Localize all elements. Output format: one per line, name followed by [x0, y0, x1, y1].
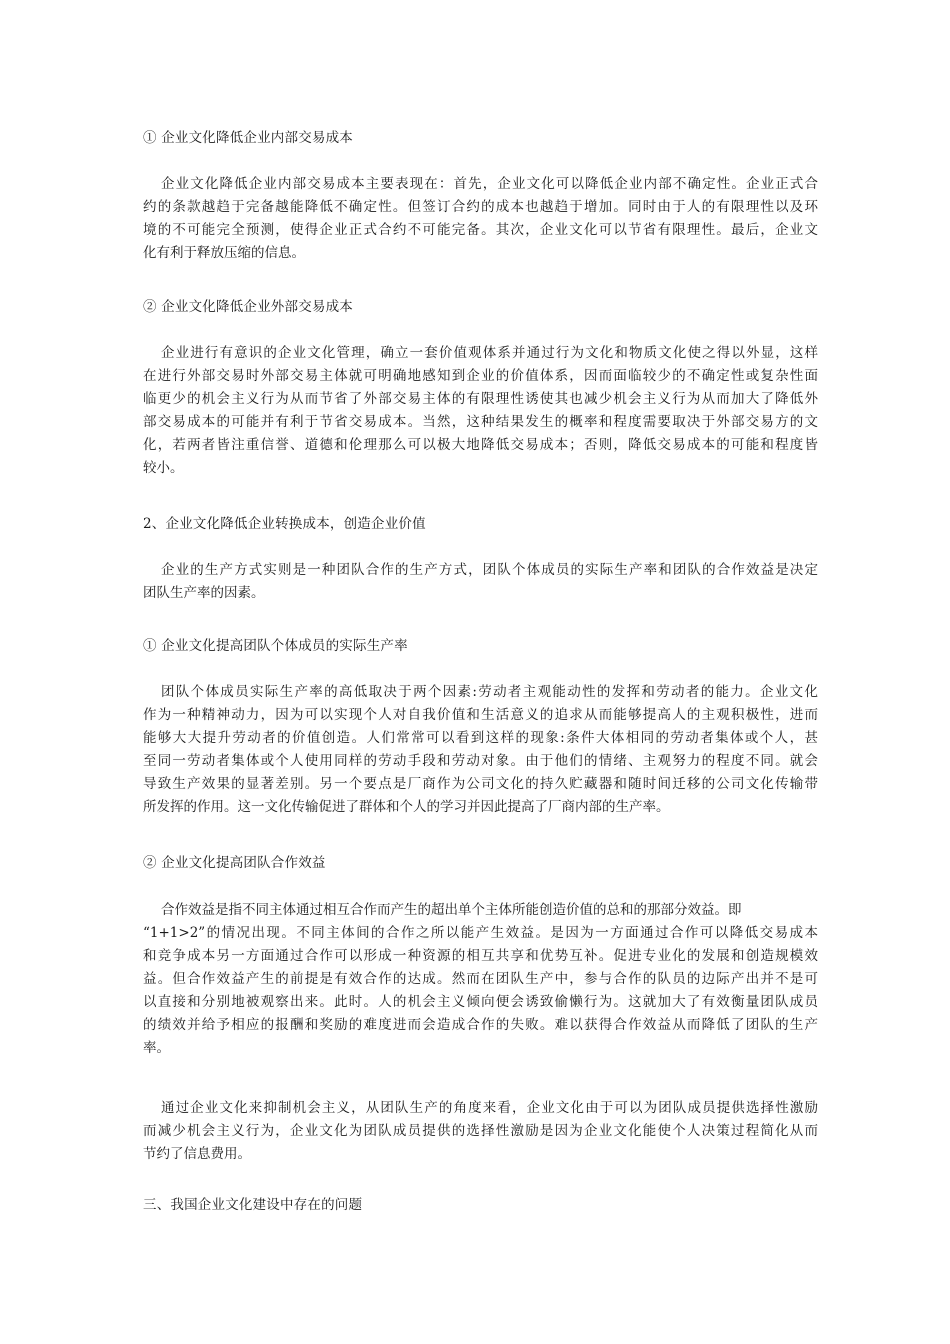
text-line: 节约了信息费用。 [143, 1146, 251, 1162]
text-line: 益。但合作效益产生的前提是有效合作的达成。然而在团队生产中，参与合作的队员的边际产出并不是可 [143, 971, 818, 987]
text-line: 企业进行有意识的企业文化管理，确立一套价值观体系并通过行为文化和物质文化使之得以外显，这样 [161, 345, 818, 361]
text-line: 和竞争成本另一方面通过合作可以形成一种资源的相互共享和优势互补。促进专业化的发展和创造规模效 [143, 948, 818, 964]
section-heading-external-cost: ② 企业文化降低企业外部交易成本 [143, 299, 353, 315]
text-line: 部交易成本的可能并有利于节省交易成本。当然，这种结果发生的概率和程度需要取决于外部交易方的文 [143, 414, 818, 430]
text-line: 至同一劳动者集体或个人使用同样的劳动手段和劳动对象。由于他们的情绪、主观努力的程度不同。就会 [143, 753, 818, 769]
text-line: 合作效益是指不同主体通过相互合作而产生的超出单个主体所能创造价值的总和的那部分效益。即 [161, 902, 742, 918]
text-line: 导致生产效果的显著差别。另一个要点是厂商作为公司文化的持久贮藏器和随时间迁移的公司文化传输带 [143, 776, 818, 792]
text-line: 团队生产率的因素。 [143, 585, 265, 601]
paragraph-opportunism [143, 1097, 818, 1166]
text-line: 化，若两者皆注重信誉、道德和伦理那么可以极大地降低交易成本；否则，降低交易成本的可能和程度皆 [143, 437, 818, 453]
text-line: 作为一种精神动力，因为可以实现个人对自我价值和生活意义的追求从而能够提高人的主观积极性，进而 [143, 707, 818, 723]
paragraph-individual-productivity [143, 681, 818, 819]
text-line: 能够大大提升劳动者的价值创造。人们常常可以看到这样的现象:条件大体相同的劳动者集体或个人，甚 [143, 730, 818, 746]
section-heading-problems: 三、我国企业文化建设中存在的问题 [143, 1197, 363, 1213]
text-line: 而减少机会主义行为，企业文化为团队成员提供的选择性激励是因为企业文化能使个人决策过程简化从而 [143, 1123, 818, 1139]
paragraph-team-production [143, 559, 818, 605]
text-line: “1+1>2”的情况出现。不同主体间的合作之所以能产生效益。是因为一方面通过合作可以降低交易成本 [143, 925, 818, 941]
paragraph-external-cost [143, 342, 818, 480]
paragraph-cooperation-benefit [143, 899, 818, 1060]
text-line: 境的不可能完全预测，使得企业正式合约不可能完备。其次，企业文化可以节省有限理性。最后，企业文 [143, 222, 818, 238]
text-line: 所发挥的作用。这一文化传输促进了群体和个人的学习并因此提高了厂商内部的生产率。 [143, 799, 670, 815]
paragraph-internal-cost [143, 173, 818, 265]
text-line: 企业的生产方式实则是一种团队合作的生产方式，团队个体成员的实际生产率和团队的合作效益是决定 [161, 562, 818, 578]
text-line: 的绩效并给予相应的报酬和奖励的难度进而会造成合作的失败。难以获得合作效益从而降低了团队的生产 [143, 1017, 818, 1033]
text-line: 在进行外部交易时外部交易主体就可明确地感知到企业的价值体系，因而面临较少的不确定性或复杂性面 [143, 368, 818, 384]
text-line: 率。 [143, 1040, 170, 1056]
text-line: 以直接和分别地被观察出来。此时。人的机会主义倾向便会诱致偷懒行为。这就加大了有效衡量团队成员 [143, 994, 818, 1010]
text-line: 化有利于释放压缩的信息。 [143, 245, 305, 261]
text-line: 企业文化降低企业内部交易成本主要表现在：首先，企业文化可以降低企业内部不确定性。企业正式合 [161, 176, 818, 192]
section-heading-internal-cost: ① 企业文化降低企业内部交易成本 [143, 130, 353, 146]
text-line: 团队个体成员实际生产率的高低取决于两个因素:劳动者主观能动性的发挥和劳动者的能力。企业文化 [161, 684, 818, 700]
text-line: 约的条款越趋于完备越能降低不确定性。但签订合约的成本也越趋于增加。同时由于人的有限理性以及环 [143, 199, 818, 215]
section-heading-cooperation-benefit: ② 企业文化提高团队合作效益 [143, 855, 326, 871]
text-line: 临更少的机会主义行为从而节省了外部交易主体的有限理性诱使其也减少机会主义行为从而加大了降低外 [143, 391, 818, 407]
text-line: 通过企业文化来抑制机会主义，从团队生产的角度来看，企业文化由于可以为团队成员提供选择性激励 [161, 1100, 818, 1116]
text-line: 较小。 [143, 460, 184, 476]
section-heading-individual-productivity: ① 企业文化提高团队个体成员的实际生产率 [143, 638, 408, 654]
section-heading-conversion-cost: 2、企业文化降低企业转换成本，创造企业价值 [143, 516, 426, 532]
